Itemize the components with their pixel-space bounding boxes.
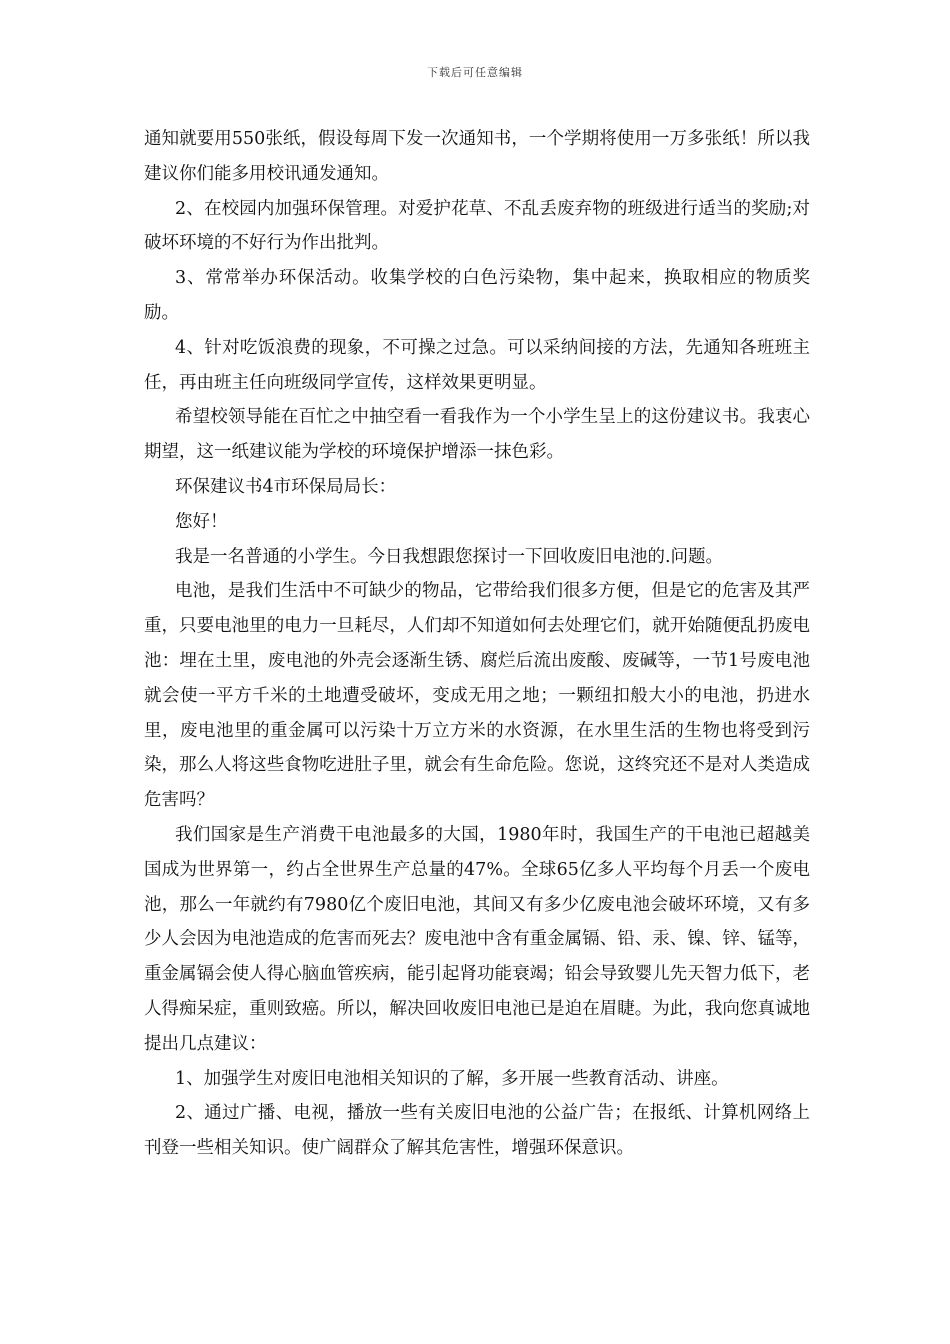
document-body — [144, 122, 810, 1166]
paragraph: 1、加强学生对废旧电池相关知识的了解，多开展一些教育活动、讲座。 — [175, 1068, 729, 1089]
paragraph: 电池，是我们生活中不可缺少的物品，它带给我们很多方便，但是它的危害及其严重，只要电池里的电力一旦耗尽，人们却不知道如何去处理它们，就开始随便乱扔废电池：埋在土里，废电池的外壳会逐渐生锈、腐烂后流出废酸、废碱等，一节1号废电池就会使一平方千米的土地遭受破坏，变成无用之地；一颗纽扣般大小的电池，扔进水里，废电池里的重金属可以污染十万立方米的水资源，在水里生活的生物也将受到污染，那么人将这些食物吃进肚子里，就会有生命危险。您说，这终究还不是对人类造成危害吗？ — [144, 581, 810, 811]
page-header: 下载后可任意编辑 — [427, 66, 523, 79]
section-heading: 环保建议书4市环保局局长： — [175, 476, 397, 497]
paragraph: 4、针对吃饭浪费的现象，不可操之过急。可以采纳间接的方法，先通知各班班主任，再由班主任向班级同学宣传，这样效果更明显。 — [144, 337, 810, 393]
paragraph: 我是一名普通的小学生。今日我想跟您探讨一下回收废旧电池的.问题。 — [175, 546, 724, 567]
paragraph: 2、在校园内加强环保管理。对爱护花草、不乱丢废弃物的班级进行适当的奖励;对破坏环境的不好行为作出批判。 — [144, 198, 810, 254]
paragraph: 2、通过广播、电视，播放一些有关废旧电池的公益广告；在报纸、计算机网络上刊登一些相关知识。使广阔群众了解其危害性，增强环保意识。 — [144, 1103, 810, 1159]
paragraph: 通知就要用550张纸，假设每周下发一次通知书，一个学期将使用一万多张纸！所以我建议你们能多用校讯通发通知。 — [144, 129, 810, 184]
greeting: 您好！ — [175, 511, 228, 532]
paragraph: 我们国家是生产消费干电池最多的大国，1980年时，我国生产的干电池已超越美国成为世界第一，约占全世界生产总量的47%。全球65亿多人平均每个月丢一个废电池，那么一年就约有7980亿个废旧电池，其间又有多少亿废电池会破坏环境，又有多少人会因为电池造成的危害而死去？废电池中含有重金属镉、铅、汞、镍、锌、锰等，重金属镉会使人得心脑血管疾病，能引起肾功能衰竭；铅会导致婴儿先天智力低下，老人得痴呆症，重则致癌。所以，解决回收废旧电池已是迫在眉睫。为此，我向您真诚地提出几点建议： — [144, 824, 810, 1054]
paragraph: 3、常常举办环保活动。收集学校的白色污染物，集中起来，换取相应的物质奖励。 — [144, 268, 810, 323]
paragraph: 希望校领导能在百忙之中抽空看一看我作为一个小学生呈上的这份建议书。我衷心期望，这一纸建议能为学校的环境保护增添一抹色彩。 — [144, 407, 810, 463]
